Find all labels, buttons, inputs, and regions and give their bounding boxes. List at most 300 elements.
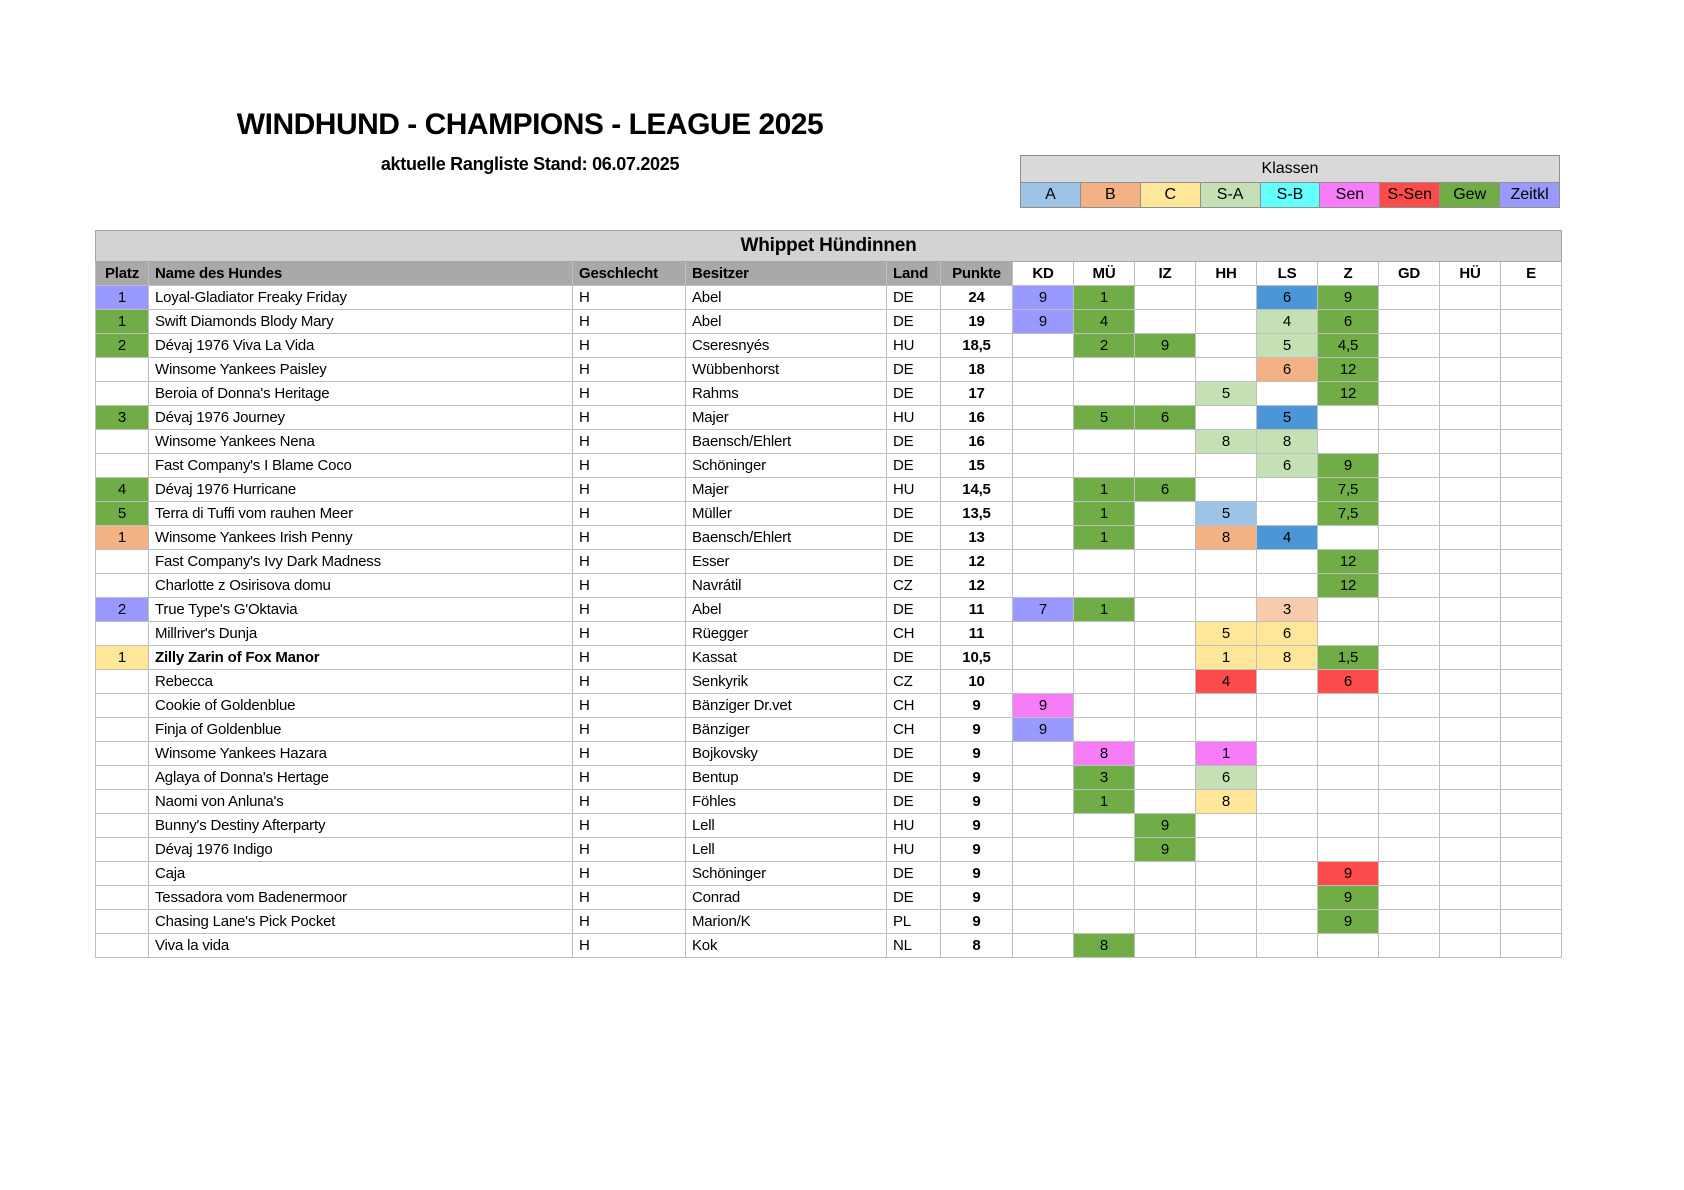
cell-platz	[96, 766, 149, 790]
cell-score-m: 5	[1074, 406, 1135, 430]
cell-geschlecht: H	[573, 862, 686, 886]
cell-besitzer: Lell	[686, 814, 887, 838]
table-row	[96, 310, 1562, 334]
cell-geschlecht: H	[573, 646, 686, 670]
cell-score-kd	[1013, 886, 1074, 910]
cell-score-h	[1440, 382, 1501, 406]
cell-score-iz	[1135, 646, 1196, 670]
cell-score-iz	[1135, 598, 1196, 622]
table-row	[96, 838, 1562, 862]
cell-score-z: 9	[1318, 454, 1379, 478]
cell-score-h	[1440, 478, 1501, 502]
cell-name: Viva la vida	[149, 934, 573, 958]
cell-score-ls	[1257, 742, 1318, 766]
cell-score-h	[1440, 742, 1501, 766]
cell-score-m: 1	[1074, 502, 1135, 526]
cell-score-m: 1	[1074, 598, 1135, 622]
cell-score-gd	[1379, 526, 1440, 550]
cell-punkte: 9	[941, 742, 1013, 766]
cell-platz	[96, 454, 149, 478]
cell-land: DE	[887, 454, 941, 478]
cell-score-gd	[1379, 886, 1440, 910]
legend-class-s-b: S-B	[1260, 183, 1320, 207]
cell-score-z	[1318, 766, 1379, 790]
cell-score-z	[1318, 406, 1379, 430]
cell-score-e	[1501, 550, 1562, 574]
table-row	[96, 862, 1562, 886]
cell-score-z	[1318, 718, 1379, 742]
cell-score-hh	[1196, 886, 1257, 910]
cell-land: DE	[887, 382, 941, 406]
cell-name: Beroia of Donna's Heritage	[149, 382, 573, 406]
cell-score-gd	[1379, 334, 1440, 358]
cell-land: DE	[887, 502, 941, 526]
cell-score-kd	[1013, 550, 1074, 574]
cell-score-z	[1318, 526, 1379, 550]
cell-score-e	[1501, 286, 1562, 310]
cell-geschlecht: H	[573, 286, 686, 310]
cell-score-z	[1318, 742, 1379, 766]
table-section-title: Whippet Hündinnen	[96, 231, 1562, 262]
cell-score-hh: 8	[1196, 526, 1257, 550]
cell-score-gd	[1379, 766, 1440, 790]
cell-score-kd	[1013, 838, 1074, 862]
klassen-legend	[1020, 155, 1560, 208]
table-row	[96, 574, 1562, 598]
cell-score-gd	[1379, 382, 1440, 406]
legend-class-sen: Sen	[1319, 183, 1379, 207]
cell-score-m	[1074, 718, 1135, 742]
cell-punkte: 19	[941, 310, 1013, 334]
cell-score-gd	[1379, 574, 1440, 598]
cell-score-kd	[1013, 406, 1074, 430]
cell-platz	[96, 358, 149, 382]
cell-geschlecht: H	[573, 406, 686, 430]
cell-platz	[96, 934, 149, 958]
cell-platz	[96, 622, 149, 646]
cell-punkte: 9	[941, 766, 1013, 790]
cell-score-e	[1501, 910, 1562, 934]
cell-score-z: 12	[1318, 358, 1379, 382]
cell-besitzer: Föhles	[686, 790, 887, 814]
cell-score-iz	[1135, 310, 1196, 334]
cell-name: Millriver's Dunja	[149, 622, 573, 646]
cell-score-ls: 8	[1257, 646, 1318, 670]
cell-score-h	[1440, 310, 1501, 334]
cell-score-gd	[1379, 310, 1440, 334]
cell-score-e	[1501, 430, 1562, 454]
cell-geschlecht: H	[573, 742, 686, 766]
cell-score-m	[1074, 430, 1135, 454]
cell-score-m: 8	[1074, 742, 1135, 766]
cell-platz	[96, 742, 149, 766]
cell-score-gd	[1379, 718, 1440, 742]
cell-land: CZ	[887, 670, 941, 694]
cell-score-kd: 9	[1013, 694, 1074, 718]
table-row	[96, 382, 1562, 406]
cell-score-h	[1440, 286, 1501, 310]
cell-score-iz	[1135, 502, 1196, 526]
cell-land: DE	[887, 886, 941, 910]
cell-besitzer: Baensch/Ehlert	[686, 526, 887, 550]
cell-score-gd	[1379, 934, 1440, 958]
cell-land: HU	[887, 814, 941, 838]
cell-score-iz: 9	[1135, 814, 1196, 838]
cell-score-e	[1501, 526, 1562, 550]
cell-score-m	[1074, 838, 1135, 862]
column-header-geschlecht: Geschlecht	[573, 262, 686, 286]
legend-class-c: C	[1140, 183, 1200, 207]
cell-name: Dévaj 1976 Viva La Vida	[149, 334, 573, 358]
cell-geschlecht: H	[573, 934, 686, 958]
cell-land: DE	[887, 550, 941, 574]
cell-score-gd	[1379, 430, 1440, 454]
cell-score-h	[1440, 718, 1501, 742]
cell-score-hh: 5	[1196, 502, 1257, 526]
cell-score-h	[1440, 694, 1501, 718]
table-row	[96, 406, 1562, 430]
cell-score-m	[1074, 910, 1135, 934]
cell-score-kd	[1013, 334, 1074, 358]
cell-score-kd	[1013, 910, 1074, 934]
cell-name: Swift Diamonds Blody Mary	[149, 310, 573, 334]
cell-score-ls	[1257, 718, 1318, 742]
cell-score-gd	[1379, 910, 1440, 934]
cell-punkte: 9	[941, 718, 1013, 742]
cell-score-h	[1440, 766, 1501, 790]
cell-besitzer: Müller	[686, 502, 887, 526]
cell-platz	[96, 574, 149, 598]
cell-score-h	[1440, 454, 1501, 478]
cell-score-iz	[1135, 886, 1196, 910]
cell-score-h	[1440, 502, 1501, 526]
cell-score-hh	[1196, 478, 1257, 502]
cell-geschlecht: H	[573, 838, 686, 862]
cell-score-hh	[1196, 358, 1257, 382]
cell-score-iz	[1135, 862, 1196, 886]
cell-punkte: 10	[941, 670, 1013, 694]
cell-name: Bunny's Destiny Afterparty	[149, 814, 573, 838]
cell-score-h	[1440, 886, 1501, 910]
ranking-table	[95, 230, 1562, 958]
cell-punkte: 9	[941, 694, 1013, 718]
cell-score-ls: 6	[1257, 454, 1318, 478]
cell-score-z	[1318, 838, 1379, 862]
cell-score-ls: 6	[1257, 358, 1318, 382]
cell-platz: 1	[96, 310, 149, 334]
cell-score-z: 12	[1318, 574, 1379, 598]
cell-platz	[96, 886, 149, 910]
cell-score-hh	[1196, 694, 1257, 718]
cell-name: Dévaj 1976 Hurricane	[149, 478, 573, 502]
legend-classes	[1021, 183, 1559, 207]
table-row	[96, 766, 1562, 790]
cell-score-m	[1074, 454, 1135, 478]
cell-score-hh	[1196, 862, 1257, 886]
cell-punkte: 9	[941, 790, 1013, 814]
cell-score-hh: 5	[1196, 622, 1257, 646]
cell-geschlecht: H	[573, 382, 686, 406]
cell-platz: 3	[96, 406, 149, 430]
cell-score-gd	[1379, 790, 1440, 814]
cell-land: DE	[887, 310, 941, 334]
cell-geschlecht: H	[573, 622, 686, 646]
cell-punkte: 9	[941, 886, 1013, 910]
column-header-platz: Platz	[96, 262, 149, 286]
cell-land: PL	[887, 910, 941, 934]
cell-besitzer: Bänziger	[686, 718, 887, 742]
cell-score-h	[1440, 430, 1501, 454]
cell-score-iz: 9	[1135, 334, 1196, 358]
cell-score-kd	[1013, 478, 1074, 502]
cell-score-z: 7,5	[1318, 502, 1379, 526]
legend-class-s-a: S-A	[1200, 183, 1260, 207]
cell-besitzer: Abel	[686, 310, 887, 334]
cell-score-ls	[1257, 766, 1318, 790]
cell-score-h	[1440, 670, 1501, 694]
cell-score-ls: 4	[1257, 526, 1318, 550]
cell-score-iz	[1135, 742, 1196, 766]
cell-score-hh: 1	[1196, 742, 1257, 766]
column-header-gd: GD	[1379, 262, 1440, 286]
cell-geschlecht: H	[573, 502, 686, 526]
cell-score-h	[1440, 406, 1501, 430]
cell-besitzer: Rahms	[686, 382, 887, 406]
cell-besitzer: Bentup	[686, 766, 887, 790]
cell-score-hh	[1196, 310, 1257, 334]
cell-platz	[96, 550, 149, 574]
cell-score-h	[1440, 598, 1501, 622]
cell-name: Cookie of Goldenblue	[149, 694, 573, 718]
cell-geschlecht: H	[573, 598, 686, 622]
cell-score-e	[1501, 766, 1562, 790]
page-title: WINDHUND - CHAMPIONS - LEAGUE 2025	[236, 108, 824, 141]
cell-score-h	[1440, 334, 1501, 358]
cell-score-ls	[1257, 478, 1318, 502]
table-row	[96, 358, 1562, 382]
cell-besitzer: Navrátil	[686, 574, 887, 598]
cell-score-e	[1501, 886, 1562, 910]
cell-score-kd	[1013, 430, 1074, 454]
cell-score-m	[1074, 382, 1135, 406]
cell-score-ls	[1257, 790, 1318, 814]
cell-score-z: 9	[1318, 862, 1379, 886]
cell-besitzer: Senkyrik	[686, 670, 887, 694]
cell-score-iz: 9	[1135, 838, 1196, 862]
cell-score-iz	[1135, 622, 1196, 646]
cell-score-ls: 5	[1257, 406, 1318, 430]
cell-score-kd	[1013, 814, 1074, 838]
table-row	[96, 502, 1562, 526]
cell-geschlecht: H	[573, 358, 686, 382]
cell-punkte: 18,5	[941, 334, 1013, 358]
cell-besitzer: Baensch/Ehlert	[686, 430, 887, 454]
cell-name: True Type's G'Oktavia	[149, 598, 573, 622]
cell-platz	[96, 430, 149, 454]
cell-score-m	[1074, 670, 1135, 694]
cell-score-e	[1501, 502, 1562, 526]
cell-score-m	[1074, 358, 1135, 382]
cell-score-m	[1074, 646, 1135, 670]
cell-score-kd	[1013, 862, 1074, 886]
cell-score-m	[1074, 622, 1135, 646]
table-row	[96, 910, 1562, 934]
table-row	[96, 670, 1562, 694]
cell-score-m	[1074, 862, 1135, 886]
cell-punkte: 9	[941, 838, 1013, 862]
cell-besitzer: Schöninger	[686, 862, 887, 886]
cell-score-m: 3	[1074, 766, 1135, 790]
column-header-iz: IZ	[1135, 262, 1196, 286]
cell-score-h	[1440, 862, 1501, 886]
cell-punkte: 12	[941, 574, 1013, 598]
cell-platz: 5	[96, 502, 149, 526]
cell-score-ls	[1257, 382, 1318, 406]
cell-land: DE	[887, 286, 941, 310]
cell-score-h	[1440, 526, 1501, 550]
column-header-e: E	[1501, 262, 1562, 286]
cell-punkte: 14,5	[941, 478, 1013, 502]
cell-score-ls: 6	[1257, 622, 1318, 646]
cell-land: CH	[887, 622, 941, 646]
cell-geschlecht: H	[573, 886, 686, 910]
cell-land: HU	[887, 478, 941, 502]
cell-score-hh: 4	[1196, 670, 1257, 694]
table-row	[96, 934, 1562, 958]
cell-platz	[96, 670, 149, 694]
table-row	[96, 430, 1562, 454]
cell-score-z	[1318, 430, 1379, 454]
cell-score-iz	[1135, 550, 1196, 574]
column-header-name-des-hundes: Name des Hundes	[149, 262, 573, 286]
column-header-kd: KD	[1013, 262, 1074, 286]
cell-score-gd	[1379, 406, 1440, 430]
cell-score-m: 1	[1074, 286, 1135, 310]
cell-besitzer: Majer	[686, 478, 887, 502]
cell-score-z: 7,5	[1318, 478, 1379, 502]
cell-score-hh	[1196, 550, 1257, 574]
cell-score-gd	[1379, 694, 1440, 718]
cell-score-z: 4,5	[1318, 334, 1379, 358]
cell-platz	[96, 814, 149, 838]
cell-score-z: 6	[1318, 670, 1379, 694]
cell-score-e	[1501, 598, 1562, 622]
cell-name: Fast Company's I Blame Coco	[149, 454, 573, 478]
cell-geschlecht: H	[573, 334, 686, 358]
cell-score-kd: 9	[1013, 718, 1074, 742]
cell-score-ls	[1257, 886, 1318, 910]
cell-score-e	[1501, 742, 1562, 766]
cell-score-gd	[1379, 454, 1440, 478]
cell-score-h	[1440, 838, 1501, 862]
cell-score-z: 9	[1318, 286, 1379, 310]
cell-name: Terra di Tuffi vom rauhen Meer	[149, 502, 573, 526]
cell-land: HU	[887, 334, 941, 358]
cell-score-h	[1440, 934, 1501, 958]
cell-score-m	[1074, 886, 1135, 910]
cell-score-hh: 6	[1196, 766, 1257, 790]
cell-score-ls: 8	[1257, 430, 1318, 454]
cell-score-m: 1	[1074, 790, 1135, 814]
cell-score-ls	[1257, 862, 1318, 886]
column-header-h: HÜ	[1440, 262, 1501, 286]
cell-score-kd	[1013, 766, 1074, 790]
column-header-punkte: Punkte	[941, 262, 1013, 286]
cell-geschlecht: H	[573, 454, 686, 478]
cell-score-ls	[1257, 814, 1318, 838]
cell-punkte: 17	[941, 382, 1013, 406]
cell-name: Naomi von Anluna's	[149, 790, 573, 814]
cell-geschlecht: H	[573, 910, 686, 934]
cell-score-gd	[1379, 646, 1440, 670]
title-block	[225, 108, 835, 175]
column-header-hh: HH	[1196, 262, 1257, 286]
table-row	[96, 454, 1562, 478]
cell-punkte: 11	[941, 622, 1013, 646]
cell-besitzer: Abel	[686, 286, 887, 310]
cell-score-kd: 9	[1013, 310, 1074, 334]
cell-score-ls	[1257, 838, 1318, 862]
cell-besitzer: Conrad	[686, 886, 887, 910]
column-header-land: Land	[887, 262, 941, 286]
cell-score-z: 12	[1318, 550, 1379, 574]
cell-score-kd	[1013, 574, 1074, 598]
cell-punkte: 18	[941, 358, 1013, 382]
cell-score-z	[1318, 814, 1379, 838]
cell-platz	[96, 382, 149, 406]
cell-besitzer: Marion/K	[686, 910, 887, 934]
cell-geschlecht: H	[573, 790, 686, 814]
cell-platz	[96, 694, 149, 718]
cell-name: Fast Company's Ivy Dark Madness	[149, 550, 573, 574]
cell-score-hh	[1196, 718, 1257, 742]
table-section-row	[96, 231, 1562, 262]
cell-score-h	[1440, 574, 1501, 598]
legend-class-zeitkl: Zeitkl	[1499, 183, 1559, 207]
cell-score-ls	[1257, 934, 1318, 958]
cell-punkte: 24	[941, 286, 1013, 310]
cell-score-iz	[1135, 382, 1196, 406]
cell-score-hh	[1196, 574, 1257, 598]
cell-score-iz	[1135, 358, 1196, 382]
cell-geschlecht: H	[573, 694, 686, 718]
cell-score-e	[1501, 622, 1562, 646]
cell-besitzer: Kok	[686, 934, 887, 958]
cell-score-e	[1501, 454, 1562, 478]
cell-score-gd	[1379, 358, 1440, 382]
cell-score-h	[1440, 358, 1501, 382]
cell-name: Winsome Yankees Hazara	[149, 742, 573, 766]
cell-score-ls	[1257, 550, 1318, 574]
table-row	[96, 694, 1562, 718]
cell-score-z	[1318, 694, 1379, 718]
cell-geschlecht: H	[573, 478, 686, 502]
cell-score-e	[1501, 838, 1562, 862]
table-row	[96, 646, 1562, 670]
cell-score-z: 9	[1318, 886, 1379, 910]
cell-score-iz	[1135, 286, 1196, 310]
cell-score-kd	[1013, 382, 1074, 406]
cell-punkte: 11	[941, 598, 1013, 622]
cell-score-ls	[1257, 910, 1318, 934]
cell-score-kd	[1013, 646, 1074, 670]
legend-title: Klassen	[1021, 156, 1559, 183]
cell-score-gd	[1379, 286, 1440, 310]
cell-score-e	[1501, 334, 1562, 358]
cell-score-m	[1074, 694, 1135, 718]
cell-geschlecht: H	[573, 814, 686, 838]
cell-score-m: 1	[1074, 478, 1135, 502]
